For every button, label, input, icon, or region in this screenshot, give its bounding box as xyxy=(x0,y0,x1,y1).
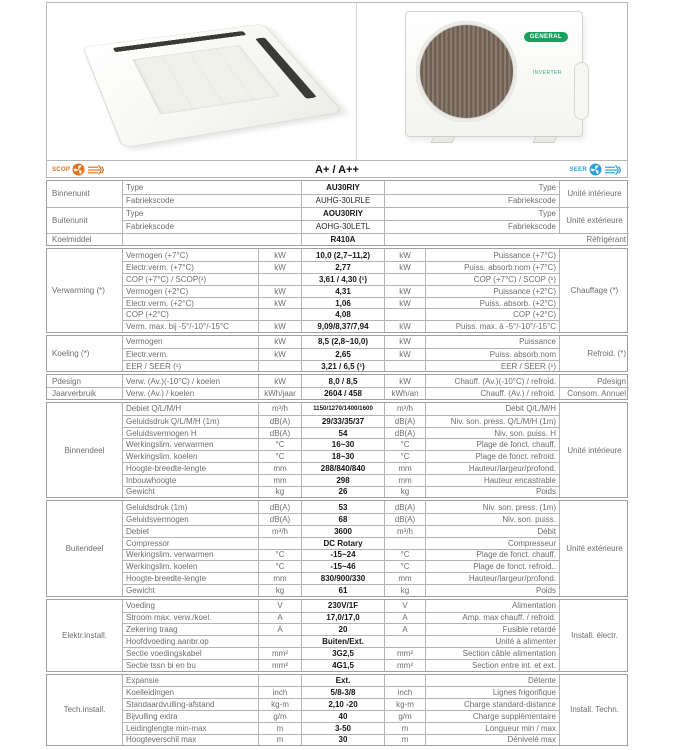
spec-label-fr: Charge supplémentaire xyxy=(425,710,559,722)
section-label-nl: Buitendeel xyxy=(65,544,104,554)
spec-label-fr: Alimentation xyxy=(425,600,559,612)
spec-unit-fr: m xyxy=(384,722,425,734)
spec-unit-nl: V xyxy=(258,600,301,612)
spec-value: AOHG-30LETL xyxy=(301,220,384,233)
section-label-nl: Buitenunit xyxy=(47,207,122,233)
spec-label-fr: Poids xyxy=(425,486,559,498)
spec-label-nl: Werkingslim. koelen xyxy=(122,450,258,462)
spec-label-fr: Hauteur/largeur/profond. xyxy=(425,462,559,474)
spec-value: 830/900/330 xyxy=(301,572,384,584)
spec-value: 2,77 xyxy=(301,261,384,273)
spec-unit-nl: kWh/jaar xyxy=(258,387,301,399)
spec-unit-fr: mm² xyxy=(384,659,425,671)
spec-label-nl: Gewicht xyxy=(122,584,258,596)
spec-label-nl: Fabriekscode xyxy=(122,194,301,207)
outdoor-side-cover xyxy=(574,62,589,120)
section-label-fr: Unité intérieure xyxy=(559,403,629,497)
spec-value: 18~30 xyxy=(301,450,384,462)
spec-value: -15~24 xyxy=(301,549,384,561)
spec-unit-fr: m³/h xyxy=(384,403,425,415)
spec-unit-fr xyxy=(384,675,425,687)
spec-value: R410A xyxy=(301,233,384,246)
spec-label-fr: COP (+7°C) / SCOP (¹) xyxy=(425,273,559,285)
spec-unit-fr: kW xyxy=(384,375,425,387)
spec-label-fr: Plage de fonct. chauff. xyxy=(425,549,559,561)
spec-label-fr: Type xyxy=(384,181,559,194)
datasheet-content xyxy=(46,2,628,746)
spec-value: 4,08 xyxy=(301,308,384,320)
spec-value: 4,31 xyxy=(301,285,384,297)
spec-unit-nl: m³/h xyxy=(258,525,301,537)
spec-unit-fr: m³/h xyxy=(384,525,425,537)
spec-label-nl: Sectie voedingskabel xyxy=(122,647,258,659)
spec-label-fr: Compresseur xyxy=(425,537,559,549)
spec-unit-fr xyxy=(384,537,425,549)
spec-unit-nl: °C xyxy=(258,560,301,572)
spec-unit-fr: mm² xyxy=(384,647,425,659)
spec-unit-fr: V xyxy=(384,600,425,612)
outdoor-foot xyxy=(532,136,557,143)
spec-unit-fr: kW xyxy=(384,320,425,332)
spec-label-fr: Niv. son. press. (1m) xyxy=(425,501,559,513)
spec-unit-nl: mm xyxy=(258,572,301,584)
spec-unit-nl: A xyxy=(258,612,301,624)
spec-label-fr: Amp. max chauff. / refroid. xyxy=(425,612,559,624)
spec-unit-nl xyxy=(258,675,301,687)
spec-label-fr: Lignes frigorifique xyxy=(425,686,559,698)
spec-value: 4G1,5 xyxy=(301,659,384,671)
spec-label-fr: Fusible retardé xyxy=(425,623,559,635)
spec-unit-nl: kW xyxy=(258,249,301,261)
scop-fan-icon xyxy=(72,163,85,176)
spec-unit-fr: °C xyxy=(384,438,425,450)
spec-unit-fr: mm xyxy=(384,572,425,584)
section-label-fr: Unité intérieure xyxy=(559,181,629,207)
spec-unit-nl xyxy=(258,635,301,647)
spec-label-fr: Puiss. absorb.nom (+7°C) xyxy=(425,261,559,273)
seer-label: SEER xyxy=(569,166,587,173)
spec-unit-nl: g/m xyxy=(258,710,301,722)
spec-value: 3,21 / 6,5 (¹) xyxy=(301,360,384,372)
spec-unit-nl: m xyxy=(258,722,301,734)
spec-label-fr: Fabriekscode xyxy=(384,220,559,233)
section-label-nl: Tech.install. xyxy=(63,705,106,715)
seer-airflow-icon xyxy=(604,164,622,176)
scop-badge xyxy=(52,163,105,176)
section-label-nl: Binnenunit xyxy=(52,189,90,199)
cassette-grille xyxy=(132,45,280,115)
spec-label-fr: Niv. son. press. Q/L/M/H (1m) xyxy=(425,415,559,427)
spec-label-nl: Werkingslim. koelen xyxy=(122,560,258,572)
spec-unit-nl: m xyxy=(258,734,301,746)
spec-unit-nl xyxy=(258,360,301,372)
spec-unit-fr: kW xyxy=(384,261,425,273)
spec-label-nl: Geluidsvermogen H xyxy=(122,427,258,439)
spec-value: 298 xyxy=(301,474,384,486)
section-label-nl: Elektr.install. xyxy=(62,630,107,640)
spec-unit-nl: kW xyxy=(258,261,301,273)
spec-value: 1150/1270/1400/1600 xyxy=(301,403,384,415)
spec-label-fr: COP (+2°C) xyxy=(425,308,559,320)
spec-unit-fr xyxy=(384,360,425,372)
spec-label-nl: COP (+7°C) / SCOP(¹) xyxy=(122,273,258,285)
spec-unit-nl: kW xyxy=(258,285,301,297)
spec-label-nl: Verw. (Av.) / koelen xyxy=(122,387,258,399)
spec-value: 20 xyxy=(301,623,384,635)
spec-unit-nl: mm² xyxy=(258,659,301,671)
section-label-nl: Verwarming (*) xyxy=(52,286,105,296)
spec-value: Buiten/Ext. xyxy=(301,635,384,647)
spec-value: -15~46 xyxy=(301,560,384,572)
spec-label-nl: Inbouwhoogte xyxy=(122,474,258,486)
spec-unit-nl: mm² xyxy=(258,647,301,659)
spec-label-nl: Werkingslim. verwarmen xyxy=(122,549,258,561)
spec-value: 230V/1F xyxy=(301,600,384,612)
spec-unit-fr: kg-m xyxy=(384,698,425,710)
spec-unit-nl: kW xyxy=(258,320,301,332)
row-label-fr: Consom. Annuel xyxy=(559,387,629,399)
section-label-fr: Chauffage (*) xyxy=(559,249,629,332)
spec-label-nl: Electr.verm. (+2°C) xyxy=(122,297,258,309)
spec-label-fr: Puissance (+2°C) xyxy=(425,285,559,297)
spec-unit-fr: kg xyxy=(384,584,425,596)
spec-unit-fr: kW xyxy=(384,285,425,297)
spec-unit-fr: kg xyxy=(384,486,425,498)
spec-label-fr: Fabriekscode xyxy=(384,194,559,207)
spec-label-nl: Hoogteverschil max xyxy=(122,734,258,746)
spec-unit-nl: °C xyxy=(258,549,301,561)
section-label-nl: Binnendeel xyxy=(64,445,105,455)
spec-unit-nl: °C xyxy=(258,450,301,462)
spec-value: AU30RIY xyxy=(301,181,384,194)
spec-unit-fr: inch xyxy=(384,686,425,698)
spec-value: 54 xyxy=(301,427,384,439)
spec-label-nl: Electr.verm. (+7°C) xyxy=(122,261,258,273)
spec-unit-nl: mm xyxy=(258,462,301,474)
spec-unit-nl: dB(A) xyxy=(258,501,301,513)
spec-label-nl: Gewicht xyxy=(122,486,258,498)
spec-unit-fr: g/m xyxy=(384,710,425,722)
spec-label-nl: Sectie tssn bi en bu xyxy=(122,659,258,671)
spec-unit-nl: kW xyxy=(258,375,301,387)
outdoor-foot xyxy=(430,136,455,143)
spec-value: 10,0 (2,7~11,2) xyxy=(301,249,384,261)
outdoor-fan-grille xyxy=(416,21,517,122)
spec-unit-fr: °C xyxy=(384,450,425,462)
outdoor-unit-image xyxy=(357,3,627,160)
spec-value: 3G2,5 xyxy=(301,647,384,659)
spec-unit-fr: dB(A) xyxy=(384,501,425,513)
spec-unit-fr xyxy=(384,273,425,285)
spec-label-fr: Section câble alimentation xyxy=(425,647,559,659)
spec-value: 2,65 xyxy=(301,348,384,360)
spec-value: 3-50 xyxy=(301,722,384,734)
spec-value: 8,0 / 8,5 xyxy=(301,375,384,387)
spec-value: 26 xyxy=(301,486,384,498)
spec-label-nl: Bijvulling extra xyxy=(122,710,258,722)
inverter-label: INVERTER xyxy=(532,70,562,76)
section-elektr xyxy=(46,599,628,672)
spec-value: 30 xyxy=(301,734,384,746)
energy-rating: A+ / A++ xyxy=(315,163,359,176)
spec-label-nl: Leidinglengte min-max xyxy=(122,722,258,734)
spec-unit-nl: kg-m xyxy=(258,698,301,710)
spec-value: Ext. xyxy=(301,675,384,687)
spec-value: 3600 xyxy=(301,525,384,537)
spec-label-nl: Vermogen (+7°C) xyxy=(122,249,258,261)
spec-label-fr: Dénivelé max xyxy=(425,734,559,746)
spec-label-fr: Hauteur/largeur/profond. xyxy=(425,572,559,584)
spec-label-fr: Poids xyxy=(425,584,559,596)
spec-label-nl: Hoogte-breedte-lengte xyxy=(122,462,258,474)
spec-label-nl: Verw. (Av.)(-10°C) / koelen xyxy=(122,375,258,387)
spec-label-fr: Puiss. max. à -5°/-10°/-15°C xyxy=(425,320,559,332)
spec-label-fr: Puiss. absorb. (+2°C) xyxy=(425,297,559,309)
spec-label-nl: Vermogen xyxy=(122,336,258,348)
spec-label-nl: COP (+2°C) xyxy=(122,308,258,320)
row-label-nl: Pdesign xyxy=(52,376,81,386)
spec-unit-fr: kW xyxy=(384,249,425,261)
spec-label-nl: Electr.verm. xyxy=(122,348,258,360)
spec-value: AOU30RIY xyxy=(301,207,384,220)
spec-unit-fr: mm xyxy=(384,462,425,474)
spec-value: 61 xyxy=(301,584,384,596)
spec-value: 29/33/35/37 xyxy=(301,415,384,427)
spec-label-fr: Débit xyxy=(425,525,559,537)
row-label-fr: Pdesign xyxy=(559,375,629,387)
spec-label-nl: Werkingslim. verwarmen xyxy=(122,438,258,450)
spec-label-fr: Unité à alimenter xyxy=(425,635,559,647)
product-images xyxy=(47,3,627,160)
spec-unit-fr: dB(A) xyxy=(384,513,425,525)
spec-unit-fr xyxy=(384,635,425,647)
spec-value: 40 xyxy=(301,710,384,722)
spec-label-nl: Verm. max. bij -5°/-10°/-15°C xyxy=(122,320,258,332)
section-design xyxy=(46,374,628,400)
spec-unit-nl: A xyxy=(258,623,301,635)
spec-value: 16~30 xyxy=(301,438,384,450)
spec-label-fr: Puissance (+7°C) xyxy=(425,249,559,261)
section-label-fr: Réfrigérant xyxy=(384,233,629,246)
spec-value: 53 xyxy=(301,501,384,513)
spec-label-nl: Standaardvulling-afstand xyxy=(122,698,258,710)
spec-label-fr: EER / SEER (¹) xyxy=(425,360,559,372)
section-label-fr: Refroid. (*) xyxy=(559,336,629,371)
section-units xyxy=(46,180,628,246)
spec-value: 68 xyxy=(301,513,384,525)
seer-badge xyxy=(569,163,622,176)
spec-label-fr: Hauteur encastrable xyxy=(425,474,559,486)
spec-value: 9,09/8,37/7,94 xyxy=(301,320,384,332)
spec-unit-fr: °C xyxy=(384,549,425,561)
spec-unit-nl: dB(A) xyxy=(258,513,301,525)
energy-band xyxy=(47,160,627,178)
spec-unit-fr: m xyxy=(384,734,425,746)
spec-unit-fr xyxy=(384,308,425,320)
spec-label-nl: Vermogen (+2°C) xyxy=(122,285,258,297)
section-label-fr: Unité extérieure xyxy=(559,207,629,233)
spec-unit-nl: kg xyxy=(258,486,301,498)
spec-unit-nl: kg xyxy=(258,584,301,596)
spec-label-nl: Stroom max. verw./koel. xyxy=(122,612,258,624)
spec-unit-fr: A xyxy=(384,623,425,635)
spec-value: 2,10 -20 xyxy=(301,698,384,710)
section-label-nl: Koeling (*) xyxy=(52,349,90,359)
spec-label-fr: Type xyxy=(384,207,559,220)
spec-unit-nl: °C xyxy=(258,438,301,450)
spec-label-nl: Geluidsdruk (1m) xyxy=(122,501,258,513)
spec-value: AUHG-30LRLE xyxy=(301,194,384,207)
spec-label-nl: Expansie xyxy=(122,675,258,687)
spec-label-nl: Zekering traag xyxy=(122,623,258,635)
spec-unit-fr: mm xyxy=(384,474,425,486)
indoor-unit-image xyxy=(47,3,357,160)
spec-label-fr: Plage de fonct. refroid. xyxy=(425,450,559,462)
spec-label-nl: Compressor xyxy=(122,537,258,549)
spec-label-fr: Section entre int. et ext. xyxy=(425,659,559,671)
spec-label-nl: EER / SEER (¹) xyxy=(122,360,258,372)
spec-label-fr: Niv. son. puiss. H xyxy=(425,427,559,439)
spec-value: 2604 / 458 xyxy=(301,387,384,399)
spec-label-fr: Plage de fonct. chauff. xyxy=(425,438,559,450)
spec-label-nl xyxy=(122,233,301,246)
spec-value: 8,5 (2,8~10,0) xyxy=(301,336,384,348)
spec-value: 288/840/840 xyxy=(301,462,384,474)
spec-value: DC Rotary xyxy=(301,537,384,549)
spec-label-fr: Longueur min / max xyxy=(425,722,559,734)
spec-unit-nl: dB(A) xyxy=(258,427,301,439)
spec-label-nl: Type xyxy=(122,181,301,194)
seer-fan-icon xyxy=(589,163,602,176)
spec-table xyxy=(46,180,628,746)
brand-logo: GENERAL xyxy=(524,32,568,42)
spec-label-nl: Geluidsvermogen xyxy=(122,513,258,525)
section-binnendeel xyxy=(46,402,628,498)
spec-value: 1,06 xyxy=(301,297,384,309)
spec-label-nl: Type xyxy=(122,207,301,220)
spec-label-fr: Puiss. absorb.nom xyxy=(425,348,559,360)
spec-label-nl: Debiet Q/L/M/H xyxy=(122,403,258,415)
section-buitendeel xyxy=(46,500,628,596)
spec-value: 5/8-3/8 xyxy=(301,686,384,698)
spec-unit-fr: kW xyxy=(384,297,425,309)
section-verwarming xyxy=(46,248,628,333)
spec-label-fr: Débit Q/L/M/H xyxy=(425,403,559,415)
spec-label-fr: Niv. son. puiss. xyxy=(425,513,559,525)
section-label-fr: Unité extérieure xyxy=(559,501,629,595)
spec-label-nl: Koelleidingen xyxy=(122,686,258,698)
spec-unit-fr: kW xyxy=(384,336,425,348)
spec-label-fr: Chauff. (Av.)(-10°C) / refroid. xyxy=(425,375,559,387)
scop-airflow-icon xyxy=(87,164,105,176)
spec-unit-fr: dB(A) xyxy=(384,415,425,427)
spec-label-nl: Voeding xyxy=(122,600,258,612)
spec-label-nl: Hoofdvoeding aanbr.op xyxy=(122,635,258,647)
spec-unit-fr: °C xyxy=(384,560,425,572)
spec-unit-nl: inch xyxy=(258,686,301,698)
spec-unit-nl: kW xyxy=(258,297,301,309)
cassette-panel xyxy=(82,24,343,148)
spec-label-nl: Geluidsdruk Q/L/M/H (1m) xyxy=(122,415,258,427)
section-koeling xyxy=(46,335,628,372)
spec-label-fr: Détente xyxy=(425,675,559,687)
spec-label-fr: Chauff. (Av.) / refroid. xyxy=(425,387,559,399)
spec-label-nl: Hoogte-breedte-lengte xyxy=(122,572,258,584)
spec-unit-fr: kWh/an xyxy=(384,387,425,399)
spec-unit-nl: m³/h xyxy=(258,403,301,415)
outdoor-unit-body xyxy=(405,11,583,137)
section-label-fr: Install. électr. xyxy=(559,600,629,671)
spec-unit-nl xyxy=(258,308,301,320)
spec-unit-fr: A xyxy=(384,612,425,624)
spec-value: 17,0/17,0 xyxy=(301,612,384,624)
spec-unit-fr: kW xyxy=(384,348,425,360)
section-label-nl: Koelmiddel xyxy=(47,233,122,246)
spec-unit-nl: kW xyxy=(258,336,301,348)
spec-unit-nl xyxy=(258,537,301,549)
spec-label-fr: Charge standard-distance xyxy=(425,698,559,710)
spec-unit-nl: mm xyxy=(258,474,301,486)
section-label-fr: Install. Techn. xyxy=(559,675,629,746)
scop-label: SCOP xyxy=(52,166,71,173)
spec-value: 3,61 / 4,30 (¹) xyxy=(301,273,384,285)
spec-unit-nl: dB(A) xyxy=(258,415,301,427)
spec-label-fr: Plage de fonct. refroid.. xyxy=(425,560,559,572)
section-tech xyxy=(46,674,628,747)
spec-label-nl: Fabriekscode xyxy=(122,220,301,233)
spec-label-fr: Puissance xyxy=(425,336,559,348)
product-hero xyxy=(46,2,628,178)
row-label-nl: Jaarverbruik xyxy=(47,387,122,399)
spec-label-nl: Debiet xyxy=(122,525,258,537)
spec-unit-nl xyxy=(258,273,301,285)
spec-unit-nl: kW xyxy=(258,348,301,360)
spec-unit-fr: dB(A) xyxy=(384,427,425,439)
